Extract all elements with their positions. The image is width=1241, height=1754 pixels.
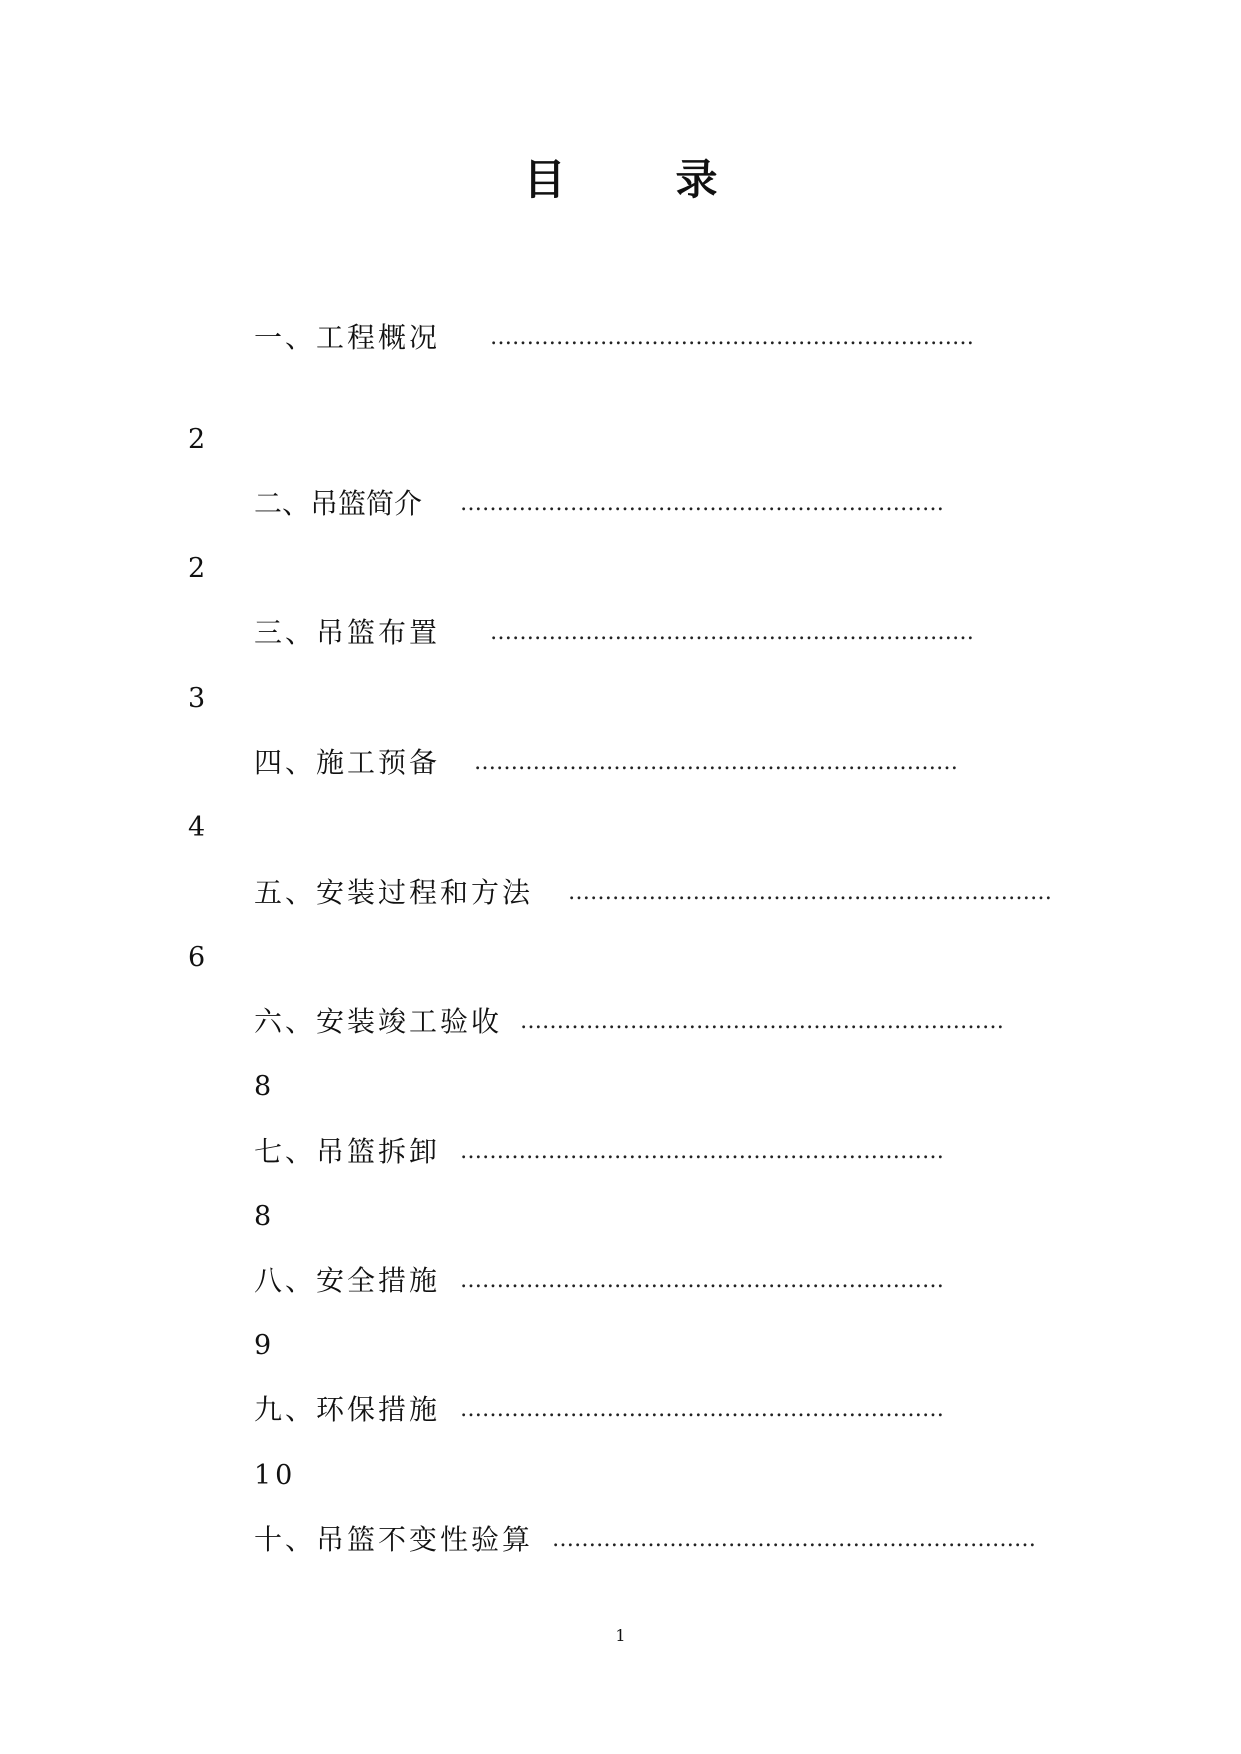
toc-entry-page: 8 bbox=[254, 1071, 276, 1102]
toc-entry-page: 8 bbox=[254, 1201, 276, 1232]
toc-entry-page: 6 bbox=[188, 942, 210, 973]
toc-entry-leader: ………………………………………………………… bbox=[490, 620, 974, 645]
toc-entry-title[interactable]: 二、吊篮简介 bbox=[254, 487, 423, 520]
toc-entry-title[interactable]: 五、安装过程和方法 bbox=[254, 876, 534, 909]
toc-entry-page: 10 bbox=[254, 1460, 297, 1491]
toc-entry-leader: ………………………………………………………… bbox=[520, 1009, 1004, 1034]
toc-entry-page: 3 bbox=[188, 683, 210, 714]
toc-entry-page: 2 bbox=[188, 553, 210, 584]
toc-entry-leader: ………………………………………………………… bbox=[490, 325, 974, 350]
toc-entry-leader: ………………………………………………………… bbox=[460, 491, 944, 516]
toc-entry-leader: ………………………………………………………… bbox=[568, 880, 1052, 905]
toc-entry-page: 2 bbox=[188, 424, 210, 455]
toc-entry-title[interactable]: 六、安装竣工验收 bbox=[254, 1005, 503, 1038]
toc-entry-leader: ………………………………………………………… bbox=[460, 1139, 944, 1164]
page-title: 目录 bbox=[523, 155, 828, 204]
toc-entry-leader: ………………………………………………………… bbox=[460, 1397, 944, 1422]
toc-entry-title[interactable]: 四、施工预备 bbox=[254, 746, 441, 779]
toc-entry-title[interactable]: 三、吊篮布置 bbox=[254, 616, 441, 649]
toc-entry-title[interactable]: 八、安全措施 bbox=[254, 1264, 441, 1297]
toc-entry-page: 9 bbox=[254, 1330, 276, 1361]
toc-entry-title[interactable]: 十、吊篮不变性验算 bbox=[254, 1523, 534, 1556]
footer-page-number: 1 bbox=[615, 1626, 626, 1645]
toc-entry-title[interactable]: 九、环保措施 bbox=[254, 1393, 441, 1426]
toc-entry-leader: ………………………………………………………… bbox=[460, 1268, 944, 1293]
toc-entry-page: 4 bbox=[188, 812, 210, 843]
toc-entry-leader: ………………………………………………………… bbox=[474, 750, 958, 775]
toc-entry-leader: ………………………………………………………… bbox=[552, 1527, 1036, 1552]
toc-entry-title[interactable]: 七、吊篮拆卸 bbox=[254, 1135, 441, 1168]
toc-entry-title[interactable]: 一、工程概况 bbox=[254, 321, 441, 354]
